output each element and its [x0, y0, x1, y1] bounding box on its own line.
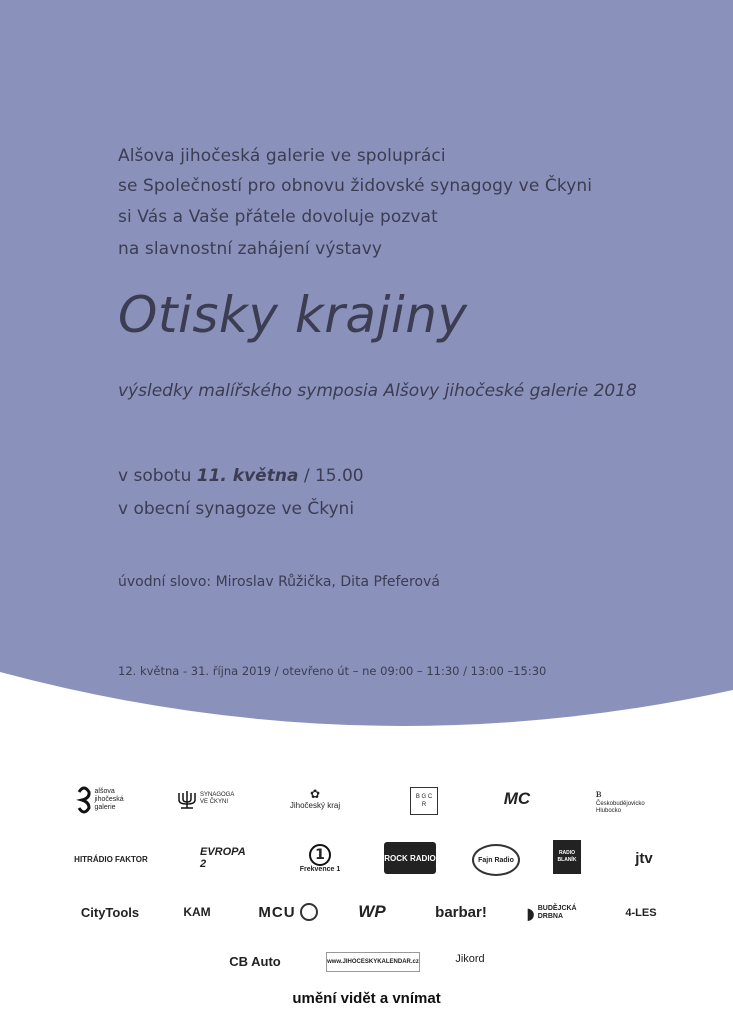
logo-kam-label: KAM [183, 905, 211, 919]
event-time: / 15.00 [303, 466, 364, 486]
intro-line-1: Alšova jihočeská galerie ve spolupráci [118, 146, 446, 166]
logo-kraj-label: Jihočeský kraj [289, 800, 341, 810]
logo-drbna-label: BUDĚJCKÁ DRBNA [537, 905, 577, 920]
logo-citytools-label: CityTools [80, 904, 140, 920]
event-day-prefix: v sobotu [118, 466, 192, 486]
logo-rockradio-label: ROCK RADIO [384, 853, 436, 863]
logo-fajn-label: Fajn Radio [478, 856, 514, 864]
mcu-circle-icon [300, 903, 318, 921]
logo-evropa2-label: EVROPA 2 [200, 846, 246, 870]
event-date [118, 466, 364, 486]
logo-wp-label: WP [358, 902, 386, 921]
logo-ajg [70, 784, 140, 816]
logo-radio-blanik [553, 840, 581, 874]
logo-hitradio-faktor [70, 846, 152, 872]
logo-synagoga-label: SYNAGOGA VE ČKYNI [200, 792, 235, 805]
logo-jihocesky-kalendar [326, 952, 420, 972]
logo-4les-label: 4-LES [625, 907, 657, 919]
logo-jikord [448, 946, 492, 972]
logo-hitradio-label: HITRÁDIO FAKTOR [74, 854, 148, 864]
intro-line-4: na slavnostní zahájení výstavy [118, 239, 383, 259]
ajg-mark-icon [76, 786, 92, 814]
speakers: úvodní slovo: Miroslav Růžička, Dita Pfeferová [118, 574, 440, 590]
kraj-emblem-icon: ✿ [309, 786, 321, 801]
logo-budejcka-drbna [520, 900, 584, 926]
logo-barbar [428, 900, 494, 924]
frekvence-one-icon: 1 [309, 844, 331, 866]
intro-line-3: si Vás a Vaše přátele dovoluje pozvat [118, 207, 438, 227]
logo-mcu [256, 900, 320, 924]
logo-cbh-label: Českobudějovicko Hlubocko [596, 800, 645, 814]
logo-mc [496, 788, 538, 810]
logo-jtv-label: jtv [635, 849, 653, 867]
logo-frekvence1 [296, 842, 344, 874]
logo-bgcr [410, 787, 438, 815]
heart-bow-icon: ᏼ [596, 785, 602, 800]
logo-mc-label: MC [503, 789, 531, 808]
logo-barbar-label: barbar! [435, 903, 487, 921]
logo-fajn-radio [472, 844, 520, 876]
menorah-icon [176, 788, 198, 810]
logo-citytools [70, 900, 150, 924]
logo-ajg-label: alšova jihočeská galerie [94, 788, 124, 811]
opening-hours: 12. května - 31. října 2019 / otevřeno út – ne 09:00 – 11:30 / 13:00 –15:30 [118, 664, 547, 678]
logo-wp [350, 900, 394, 924]
logo-ceskobudejovicko [596, 784, 670, 816]
logo-bgcr-label: B G C R [415, 794, 433, 808]
intro-line-2: se Společností pro obnovu židovské synagogy ve Čkyni [118, 176, 593, 196]
logo-jtv [620, 846, 668, 870]
logo-cb-auto [222, 950, 288, 972]
logo-blanik-label: RADIO BLANÍK [557, 850, 577, 863]
logo-frekvence-label: Frekvence 1 [299, 865, 341, 873]
logo-evropa2 [200, 848, 254, 868]
logo-cbauto-label: CB Auto [229, 953, 281, 969]
logo-synagoga [172, 784, 244, 814]
drbna-d-icon: ◗ [526, 903, 535, 923]
exhibition-subtitle: výsledky malířského symposia Alšovy jihočeské galerie 2018 [118, 381, 637, 401]
logo-4les [614, 902, 668, 924]
logo-mcu-label: MCU [258, 903, 296, 921]
logo-jihocesky-kraj [280, 782, 350, 814]
logo-kalendar-label: www.JIHOCESKYKALENDAR.cz [327, 959, 419, 965]
logo-jikord-label: Jikord [455, 953, 485, 965]
logo-rock-radio [384, 842, 436, 874]
event-place: v obecní synagoze ve Čkyni [118, 499, 355, 519]
slogan: umění vidět a vnímat [292, 990, 441, 1007]
logo-kam [178, 902, 216, 922]
event-date-value: 11. května [196, 466, 299, 486]
exhibition-title: Otisky krajiny [118, 286, 468, 344]
